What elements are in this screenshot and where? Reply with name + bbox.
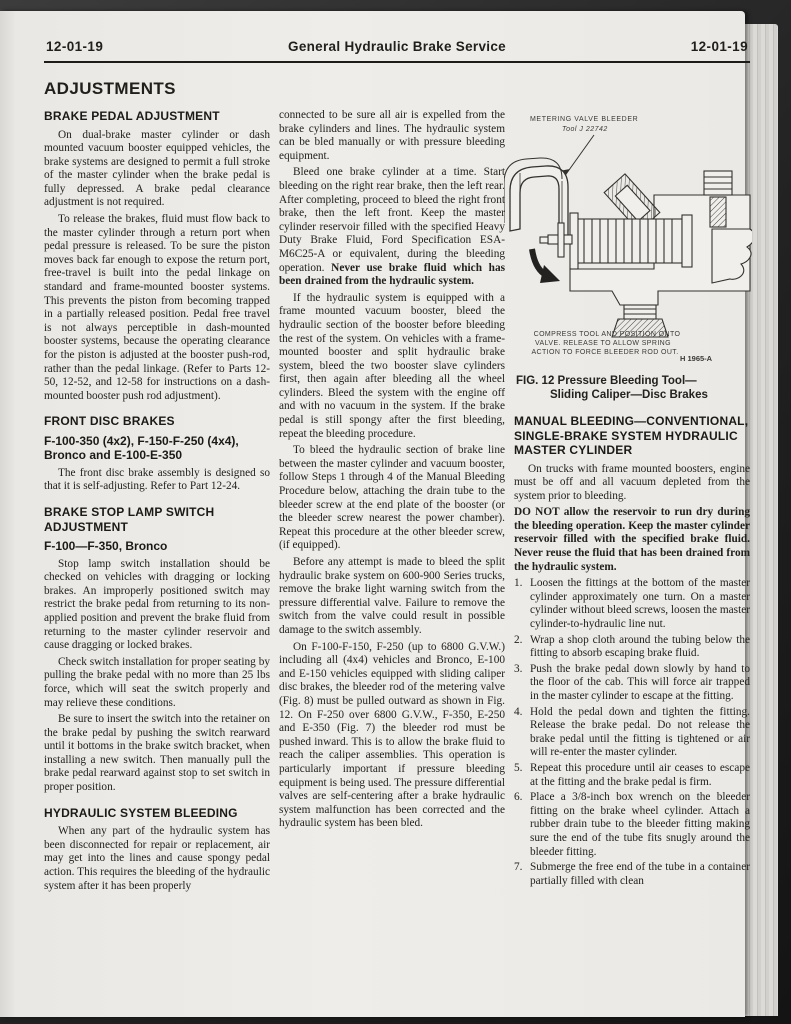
figure-caption-line1: FIG. 12 Pressure Bleeding Tool— — [516, 375, 697, 387]
section-heading-brake-stop-lamp-switch: BRAKE STOP LAMP SWITCH ADJUSTMENT — [44, 505, 215, 534]
paragraph: Check switch installation for proper seating by pulling the brake pedal with no more than 25 lbs force, which will seat the switch properly and may relieve these conditions. — [44, 655, 270, 709]
numbered-step — [514, 634, 750, 661]
paragraph — [279, 166, 505, 288]
step-text: Place a 3/8-inch box wrench on the bleeder fitting on the brake wheel cylinder. Attach a rubber drain tube to the bleeder fitting making sure the end of the tube fits snugly around the bleeder fitting. — [530, 791, 750, 858]
paragraph: If the hydraulic system is equipped with a frame mounted vacuum booster, bleed the hydraulic section of the booster before bleeding the rest of the system. On vehicles with a frame-mounted booster and split hydraulic brake system, bleed the two booster slave cylinders first, then again after bleeding all the wheel cylinders. Bleed the system with the engine off and with no vacuum in the system. If the brake pedal is still spongy after the first bleeding, repeat the bleeding procedure. — [279, 291, 505, 440]
column-3 — [514, 109, 750, 896]
subheading-front-disc-models: F-100-350 (4x2), F-150-F-250 (4x4), Bronco and E-100-E-350 — [44, 433, 239, 463]
paragraph: On dual-brake master cylinder or dash mounted vacuum booster equipped vehicles, the brake systems are designed to permit a full stroke of the master cylinder when the brake pedal is fully depressed. A brake pedal clearance adjustment is not required. — [44, 128, 270, 209]
numbered-step — [514, 706, 750, 760]
figure-note-line3: ACTION TO FORCE BLEEDER ROD OUT. — [531, 349, 679, 356]
step-number: 1. — [514, 577, 523, 590]
metering-valve-cross-section — [540, 171, 752, 337]
figure-caption — [516, 374, 750, 402]
numbered-step — [514, 762, 750, 789]
step-number: 6. — [514, 791, 523, 804]
figure-12 — [504, 111, 750, 368]
step-text: Submerge the free end of the tube in a container partially filled with clean — [530, 861, 750, 887]
figure-label-metering-valve-bleeder: METERING VALVE BLEEDER — [530, 116, 639, 123]
paragraph: When any part of the hydraulic system has been disconnected for repair or replacement, air may get into the lines and cause spongy pedal action. This requires the bleeding of the hydraulic system after it has been properly — [44, 825, 270, 892]
step-number: 4. — [514, 705, 523, 718]
step-number: 3. — [514, 662, 523, 675]
paragraph: On trucks with frame mounted boosters, engine must be off and all vacuum depleted from the system prior to bleeding. — [514, 462, 750, 502]
figure-note-line2: VALVE. RELEASE TO ALLOW SPRING — [535, 340, 671, 347]
paragraph: To release the brakes, fluid must flow back to the master cylinder through a return port when pedal pressure is released. To be sure the piston moves back far enough to expose the return port, free-travel is built into the pedal linkage on standard and frame-mounted booster systems. This prevents the piston from becoming trapped in a partially released position. Pedal free travel is not always perceptible in dash-mounted booster systems, because the operating clearance for the piston is adjusted at the booster push-rod, rather than the pedal linkage. (Refer to Parts 12-50, 12-52, and 12-58 for instructions on a dash-mounted booster push rod adjustment). — [44, 213, 270, 402]
column-1 — [44, 109, 270, 896]
paragraph-text: Bleed one brake cylinder at a time. Start bleeding on the right rear brake, then the left rear. After completing, proceed to bleed the right front brake, then the left front. Keep the master cylinder reservoir filled with the specified Heavy Duty Brake Fluid, Ford Specification ESA-M6C25-A or equivalent, during the bleeding operation. — [279, 166, 505, 274]
paragraph: To bleed the hydraulic section of brake line between the master cylinder and vacuum booster, follow Steps 1 through 4 of the Manual Bleeding Procedure below, attaching the drain tube to the bleeder screw at the end plate of the booster (or the bleeder screw nearest the power chamber). Repeat this procedure at the other bleeder screw, (if equipped). — [279, 444, 505, 552]
page-number-right: 12-01-19 — [690, 39, 748, 54]
step-text: Push the brake pedal down slowly by hand to the floor of the cab. This will force air trapped in the master cylinder to escape at the fitting. — [530, 662, 750, 702]
figure-illustration — [504, 111, 752, 363]
numbered-step — [514, 577, 750, 631]
paragraph-continuation: connected to be sure all air is expelled from the brake cylinders and lines. The hydraulic system can be bled manually or with pressure bleeding equipment. — [279, 109, 505, 162]
paragraph: Stop lamp switch installation should be checked on vehicles with dragging or locking brakes. An improperly positioned switch may restrict the brake pedal from returning to its non-applied position and prevent the brake fluid from returning to the master cylinder reservoir and cause dragging or locked brakes. — [44, 557, 270, 652]
page-header — [44, 39, 750, 63]
step-number: 2. — [514, 633, 523, 646]
step-text: Loosen the fittings at the bottom of the master cylinder approximately one turn. On a master cylinder without bleed screws, loosen the master cylinder-to-hydraulic line nut. — [530, 577, 750, 631]
paragraph: Before any attempt is made to bleed the split hydraulic brake system on 600-900 Series trucks, remove the brake light warning switch from the pressure differential valve. Failure to remove the switch from the valve could result in possible damage to the switch assembly. — [279, 556, 505, 636]
section-heading-manual-bleeding: MANUAL BLEEDING—CONVENTIONAL, SINGLE-BRAKE SYSTEM HYDRAULIC MASTER CYLINDER — [514, 414, 749, 457]
paragraph-bold-warning: DO NOT allow the reservoir to run dry during the bleeding operation. Keep the master cylinder reservoir filled with the specified brake fluid. Never reuse the fluid that has been drained from the hydraulic system. — [514, 506, 750, 573]
subheading-stop-lamp-models: F-100—F-350, Bronco — [44, 539, 168, 554]
section-heading-brake-pedal-adjustment: BRAKE PEDAL ADJUSTMENT — [44, 109, 220, 123]
paragraph: Be sure to insert the switch into the retainer on the brake pedal by pushing the switch rearward until it bottoms in the brake switch bracket, when installing a new switch. Then manually pull the brake pedal rearward against stop to set switch in proper position. — [44, 713, 270, 794]
three-column-layout — [44, 109, 750, 896]
numbered-step — [514, 663, 750, 704]
paragraph: On F-100-F-150, F-250 (up to 6800 G.V.W.) including all (4x4) vehicles and Bronco, E-100 and E-150 vehicles equipped with sliding caliper disc brakes, the bleeder rod of the metering valve (Fig. 8) must be pulled outward as shown in Fig. 12. On F-250 over 6800 G.V.W., F-350, E-250 and E-350 (Fig. 7) the bleeder rod must be pushed inward. This is to allow the brake fluid to reach the caliper assemblies. This operation is particularly important if pressure bleeding equipment is being used. The pressure differential valves are self-centering after a brake hydraulic system malfunction has been corrected and the hydraulic system has been bled. — [279, 640, 505, 830]
curved-arrowhead — [540, 265, 560, 283]
page-number-left: 12-01-19 — [46, 39, 104, 54]
manual-page — [0, 11, 750, 1017]
step-text: Hold the pedal down and tighten the fitting. Release the brake pedal. Do not release the brake pedal until the fitting is tightened or air will re-enter the master cylinder. — [530, 705, 750, 759]
figure-caption-line2: Sliding Caliper—Disc Brakes — [550, 389, 708, 401]
figure-note-line1: COMPRESS TOOL AND POSITION ONTO — [533, 331, 681, 338]
step-number: 7. — [514, 861, 523, 874]
page-title: ADJUSTMENTS — [44, 79, 176, 98]
figure-label-tool-number: Tool J 22742 — [562, 126, 608, 133]
section-heading-front-disc-brakes: FRONT DISC BRAKES — [44, 414, 175, 429]
column-2 — [279, 109, 505, 896]
page-header-title: General Hydraulic Brake Service — [288, 39, 506, 54]
paragraph-bold-warning: Never use brake fluid which has been drained from the hydraulic system. — [279, 261, 505, 288]
numbered-step — [514, 791, 750, 859]
figure-ref-code: H 1965-A — [680, 354, 713, 363]
numbered-step — [514, 861, 750, 888]
section-heading-hydraulic-system-bleeding: HYDRAULIC SYSTEM BLEEDING — [44, 805, 238, 820]
step-text: Wrap a shop cloth around the tubing below the fitting to absorb escaping brake fluid. — [530, 633, 750, 660]
step-number: 5. — [514, 761, 523, 774]
step-text: Repeat this procedure until air ceases to escape at the fitting and the brake pedal is firm. — [530, 761, 750, 788]
paragraph: The front disc brake assembly is designed so that it is self-adjusting. Refer to Part 12-24. — [44, 466, 270, 493]
